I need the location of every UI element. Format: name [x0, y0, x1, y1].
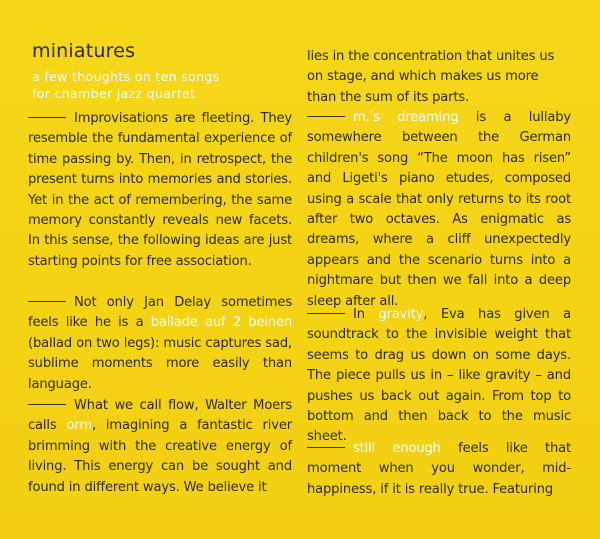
paragraph-ballade: Not only Jan Delay sometimes feels like he is a ballade auf 2 beinen (ballad on two legs): music captures sad, sublime moments more easily than language.: [28, 295, 292, 392]
dash-icon: [307, 116, 345, 117]
dash-icon: [28, 404, 66, 405]
dash-icon: [28, 301, 66, 302]
song-title-gravity: gravity: [378, 307, 424, 322]
paragraph-gravity: In gravity, Eva has given a soundtrack to the invisible weight that seems to drag us down on some days. The piece pulls us in – like gravity – and pushes us back out again. From top to bottom and then back to the music sheet.: [307, 307, 571, 445]
page-title: miniatures: [32, 40, 136, 62]
paragraph-dreaming: m.'s dreaming is a lullaby somewhere between the German children's song “The moon has risen” and Ligeti's piano etudes, composed using a scale that only returns to its root after two octaves. As enigmatic as dreams, where a cliff unexpectedly appears and the scenario turns into a nightmare but then we fall into a deep sleep after all.: [307, 110, 571, 309]
dash-icon: [28, 117, 66, 118]
song-title-ballade: ballade auf 2 beinen: [150, 315, 292, 331]
paragraph-intro: Improvisations are fleeting. They resemble the fundamental experience of time passing by. Then, in retrospect, the present turns into memories and stories. Yet in the act of remembering, the same memory constantly reveals new facets. In this sense, the following ideas are just starting points for free association.: [28, 111, 292, 269]
paragraph-still-enough: still enough feels like that moment when you wonder, mid-happiness, if it is really true. Featuring: [307, 441, 571, 497]
song-title-orm: orm: [66, 418, 92, 434]
subtitle-line-2: for chamber jazz quartet: [32, 86, 196, 101]
page-subtitle: [32, 68, 220, 102]
dash-icon: [307, 313, 345, 314]
song-title-dreaming: m.'s dreaming: [353, 110, 459, 125]
paragraph-continuation: lies in the concentration that unites us on stage, and which makes us more than the sum of its parts.: [307, 49, 555, 105]
paragraph-orm: What we call flow, Walter Moers calls orm, imagining a fantastic river brimming with the creative energy of living. This energy can be sought and found in different ways. We believe it: [28, 398, 292, 495]
song-title-still-enough: still enough: [353, 441, 441, 456]
subtitle-line-1: a few thoughts on ten songs: [32, 69, 220, 84]
dash-icon: [307, 447, 345, 448]
